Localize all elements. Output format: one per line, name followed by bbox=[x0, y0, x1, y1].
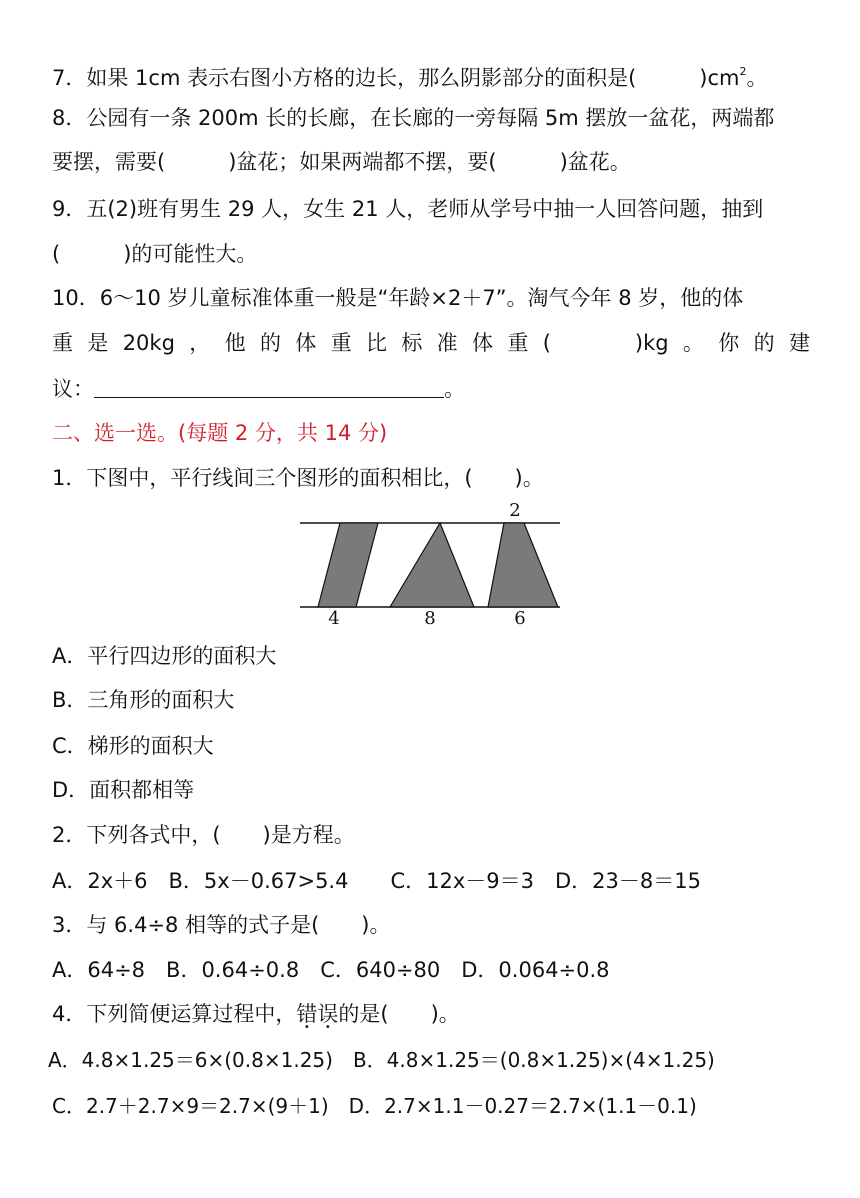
mc-q1-option-b: B．三角形的面积大 bbox=[52, 688, 235, 712]
q10-line-3: 议： 。 bbox=[52, 377, 465, 401]
mc-q4-stem: 4．下列简便运算过程中，错误的是( )。 bbox=[52, 1002, 460, 1026]
mc-q1-option-a: A．平行四边形的面积大 bbox=[52, 644, 277, 668]
parallelogram-shape bbox=[318, 523, 378, 607]
q9-line-2: ( )的可能性大。 bbox=[52, 242, 258, 266]
parallel-lines-figure bbox=[296, 498, 566, 630]
triangle-shape bbox=[390, 523, 474, 607]
q10-line-1: 10．6～10 岁儿童标准体重一般是“年龄×2＋7”。淘气今年 8 岁，他的体 bbox=[52, 286, 744, 310]
section-2-title: 二、选一选。(每题 2 分，共 14 分) bbox=[52, 421, 388, 445]
superscript-2: 2 bbox=[739, 65, 747, 78]
mc-q4-options-row-1: A．4.8×1.25＝6×(0.8×1.25) B．4.8×1.25＝(0.8×1.25)×(4×1.25) bbox=[48, 1048, 715, 1072]
mc-q2-options: A．2x＋6 B．5x－0.67>5.4 C．12x－9＝3 D．23－8＝15 bbox=[52, 869, 701, 893]
q7-line: 7．如果 1cm 表示右图小方格的边长，那么阴影部分的面积是( )$cm^2$。 bbox=[52, 65, 768, 90]
mc-q2-stem: 2．下列各式中，( )是方程。 bbox=[52, 823, 355, 847]
answer-blank[interactable] bbox=[94, 377, 444, 398]
label-top-2: 2 bbox=[509, 500, 521, 521]
mc-q3-stem: 3．与 6.4÷8 相等的式子是( )。 bbox=[52, 913, 391, 937]
q8-line-1: 8．公园有一条 200m 长的长廊，在长廊的一旁每隔 5m 摆放一盆花，两端都 bbox=[52, 106, 775, 130]
q9-line-1: 9．五(2)班有男生 29 人，女生 21 人，老师从学号中抽一人回答问题，抽到 bbox=[52, 197, 764, 221]
emphasis-char: 错 bbox=[296, 1002, 318, 1026]
label-parallelogram-4: 4 bbox=[328, 608, 340, 629]
q8-line-2: 要摆，需要( )盆花；如果两端都不摆，要( )盆花。 bbox=[52, 150, 631, 174]
label-trapezoid-6: 6 bbox=[514, 608, 526, 629]
label-triangle-8: 8 bbox=[424, 608, 436, 629]
mc-q1-option-d: D．面积都相等 bbox=[52, 778, 195, 802]
mc-q1-stem: 1．下图中，平行线间三个图形的面积相比，( )。 bbox=[52, 466, 544, 490]
q10-line-2: 重 是 20kg ， 他 的 体 重 比 标 准 体 重 ( )kg 。 你 的 建 bbox=[52, 331, 810, 355]
trapezoid-shape bbox=[488, 523, 558, 607]
mc-q4-options-row-2: C．2.7＋2.7×9＝2.7×(9＋1) D．2.7×1.1－0.27＝2.7×(1.1－0.1) bbox=[52, 1094, 697, 1118]
mc-q3-options: A．64÷8 B．0.64÷0.8 C．640÷80 D．0.064÷0.8 bbox=[52, 958, 610, 982]
emphasis-char: 误 bbox=[317, 1002, 339, 1026]
mc-q1-option-c: C．梯形的面积大 bbox=[52, 734, 214, 758]
